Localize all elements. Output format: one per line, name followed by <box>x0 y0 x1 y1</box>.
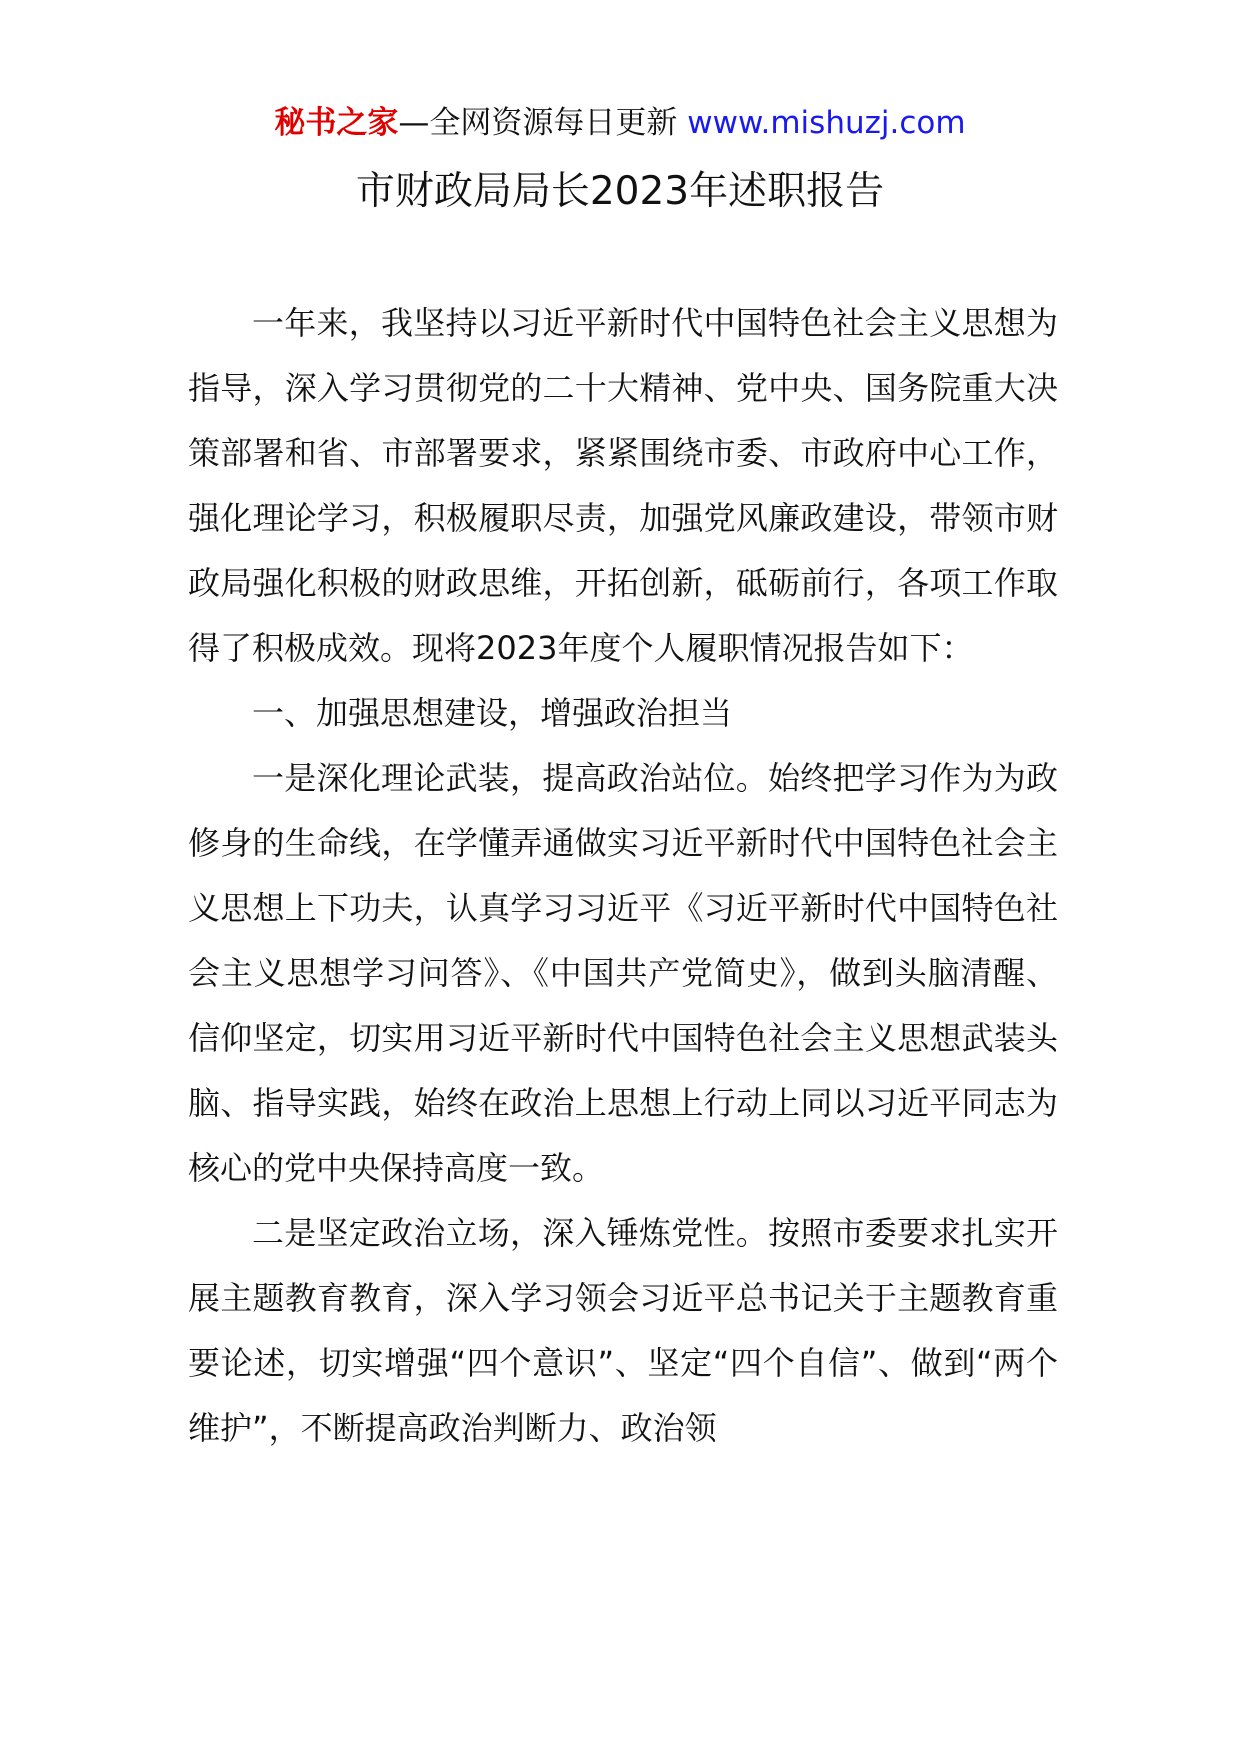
paragraph-intro: 一年来，我坚持以习近平新时代中国特色社会主义思想为指导，深入学习贯彻党的二十大精神、党中央、国务院重大决策部署和省、市部署要求，紧紧围绕市委、市政府中心工作，强化理论学习，积极履职尽责，加强党风廉政建设，带领市财政局强化积极的财政思维，开拓创新，砥砺前行，各项工作取得了积极成效。现将2023年度个人履职情况报告如下： <box>188 304 1058 667</box>
document-body <box>188 291 1058 1461</box>
header-tagline: —全网资源每日更新 <box>398 105 678 141</box>
brand-name: 秘书之家 <box>274 105 399 141</box>
paragraph-point-2: 二是坚定政治立场，深入锤炼党性。按照市委要求扎实开展主题教育教育，深入学习领会习近平总书记关于主题教育重要论述，切实增强“四个意识”、坚定“四个自信”、做到“两个维护”，不断提高政治判断力、政治领 <box>188 1214 1058 1447</box>
section-heading-1: 一、加强思想建设，增强政治担当 <box>252 694 733 732</box>
site-url-link[interactable]: www.mishuzj.com <box>687 105 966 141</box>
site-header <box>0 98 1240 148</box>
paragraph-point-1: 一是深化理论武装，提高政治站位。始终把学习作为为政修身的生命线，在学懂弄通做实习近平新时代中国特色社会主义思想上下功夫，认真学习习近平《习近平新时代中国特色社会主义思想学习问答》、《中国共产党简史》，做到头脑清醒、信仰坚定，切实用习近平新时代中国特色社会主义思想武装头脑、指导实践，始终在政治上思想上行动上同以习近平同志为核心的党中央保持高度一致。 <box>188 759 1058 1187</box>
document-title: 市财政局局长2023年述职报告 <box>355 169 885 214</box>
